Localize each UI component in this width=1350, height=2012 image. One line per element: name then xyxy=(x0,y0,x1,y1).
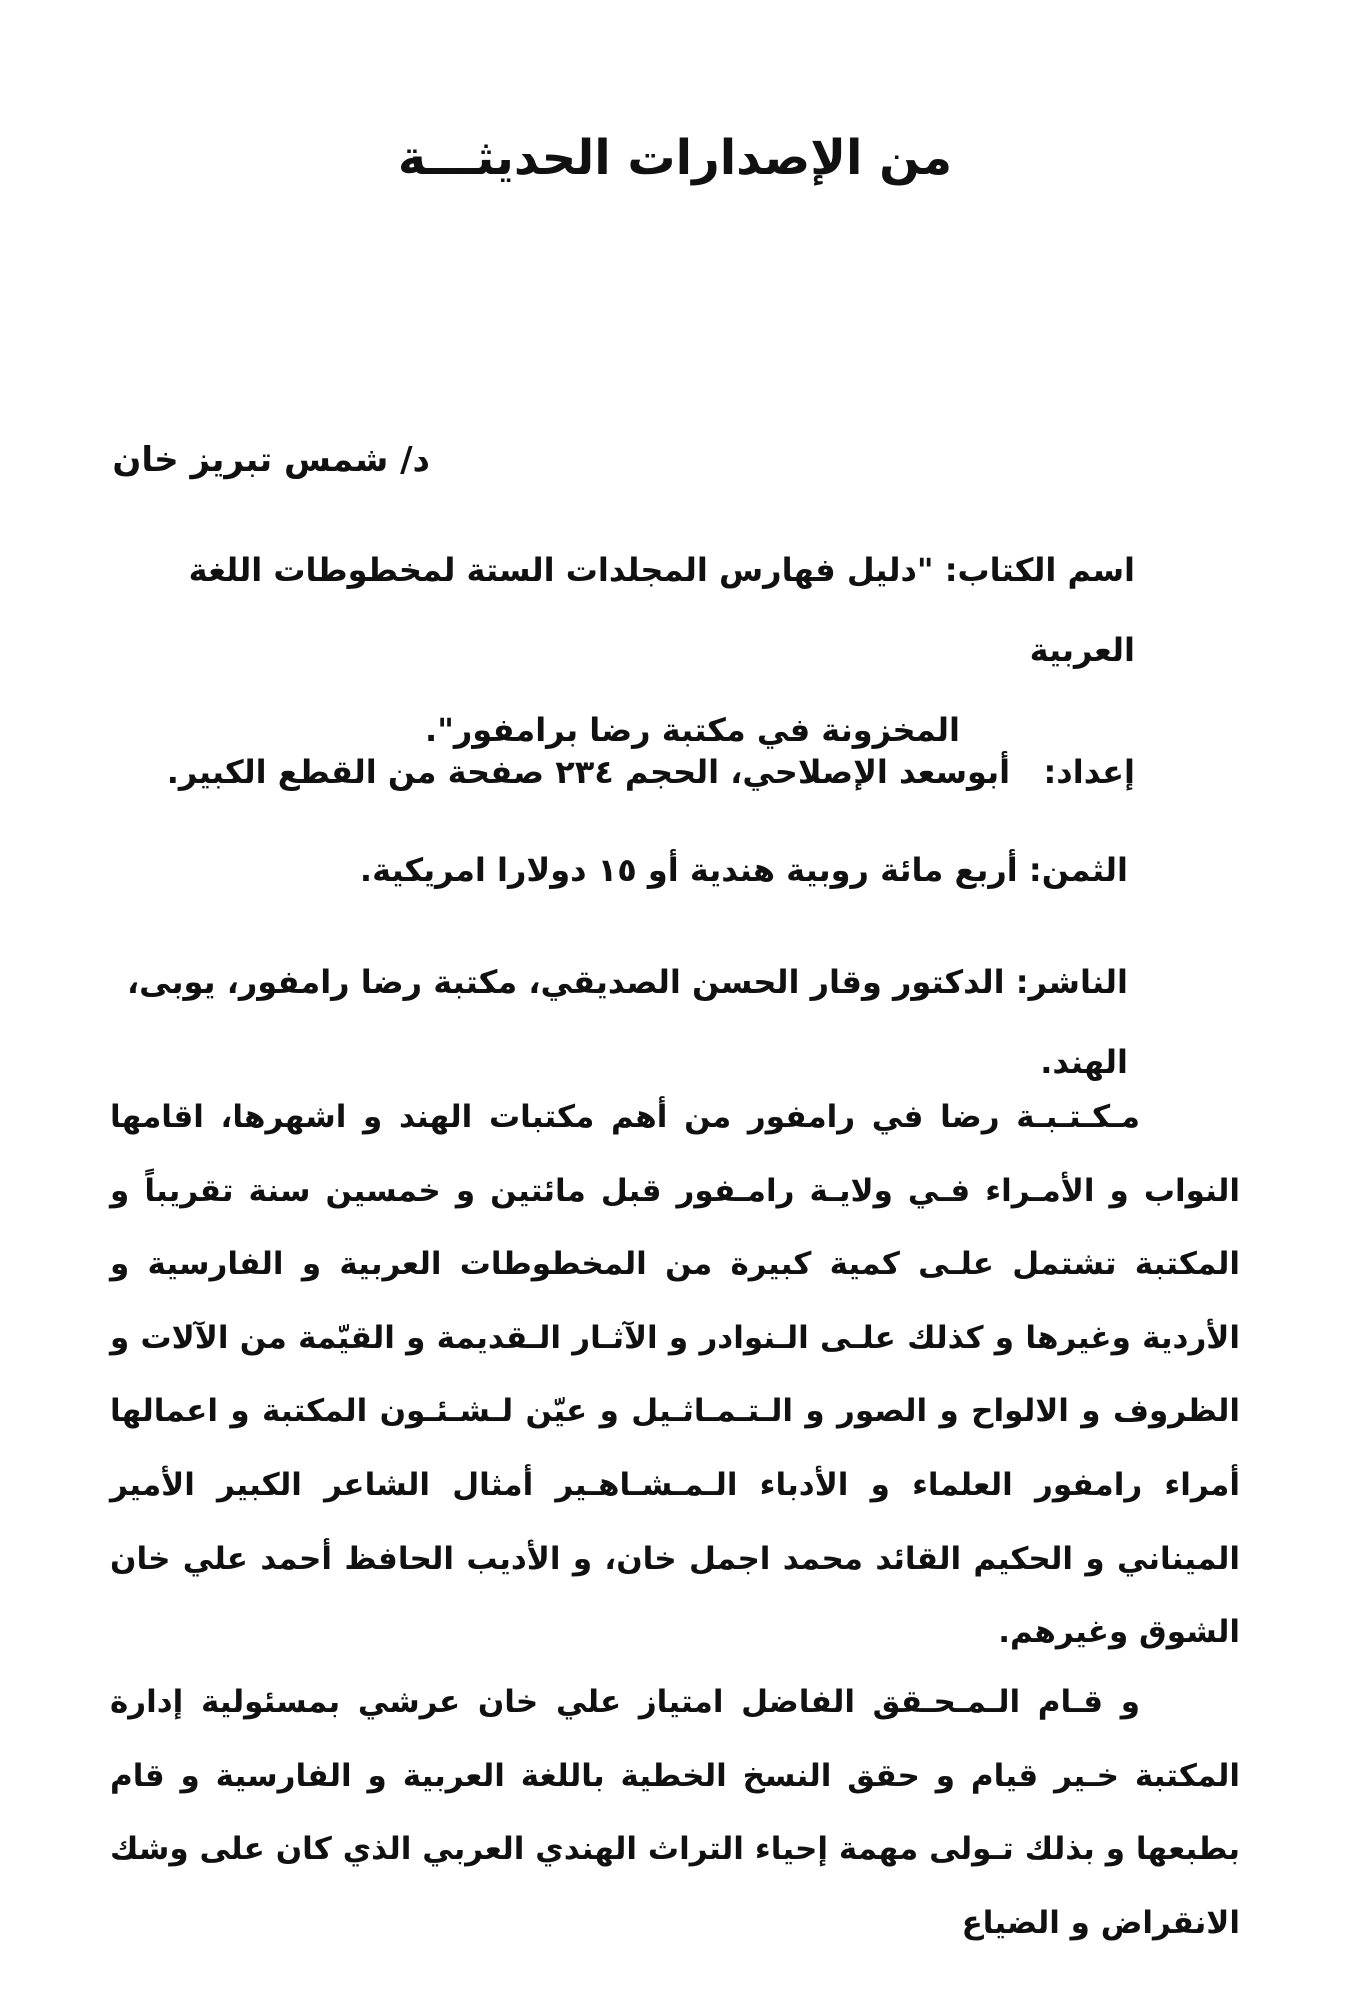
preparation-field xyxy=(140,732,1135,812)
page-title: من الإصدارات الحديثـــة xyxy=(397,130,953,186)
publisher-label: الناشر: xyxy=(1015,963,1128,1001)
body-paragraph-1: مـكـتـبـة رضا في رامفور من أهم مكتبات الهند و اشهرها، اقامها النواب و الأمـراء فـي ولايـة رامـفور قبل مائتين و خمسين سنة تقريباً و المكتبة تشتمل علـى كمية كبيرة من المخطوطات العربية و الفارسية و الأردية وغيرها و كذلك علـى الـنوادر و الآثـار الـقديمة و القيّمة من الآلات و الظروف و الالواح و الصور و الـتـمـاثـيل و عيّن لـشـئـون المكتبة و اعمالها أمراء رامفور العلماء و الأدباء الـمـشـاهـير أمثال الشاعر الكبير الأمير الميناني و الحكيم القائد محمد اجمل خان، و الأديب الحافظ أحمد علي خان الشوق وغيرهم. xyxy=(110,1099,1240,1651)
price-value: أربع مائة روبية هندية أو ١٥ دولارا امريكية. xyxy=(359,851,1018,889)
book-name-value-line2: المخزونة في مكتبة رضا برامفور". xyxy=(425,711,960,749)
book-name-value-line1: "دليل فهارس المجلدات الستة لمخطوطات اللغة العربية xyxy=(188,551,1135,669)
preparation-label: إعداد: xyxy=(1043,753,1135,791)
publisher-value: الدكتور وقار الحسن الصديقي، مكتبة رضا رامفور، يوبى، الهند. xyxy=(126,963,1128,1081)
book-name-label: اسم الكتاب: xyxy=(944,551,1135,589)
publisher-field xyxy=(110,942,1128,1102)
price-label: الثمن: xyxy=(1028,851,1128,889)
preparation-value: أبوسعد الإصلاحي، الحجم ٢٣٤ صفحة من القطع الكبير. xyxy=(166,753,1011,791)
price-field xyxy=(140,830,1128,910)
body-paragraph-2: و قـام الـمـحـقق الفاضل امتياز علي خان عرشي بمسئولية إدارة المكتبة خـير قيام و حقق النسخ الخطية باللغة العربية و الفارسية و قام بطبعها و بذلك تـولى مهمة إحياء التراث الهندي العربي الذي كان على وشك الانقراض و الضياع xyxy=(110,1684,1240,1941)
author-name: د/ شمس تبريز خان xyxy=(112,440,430,480)
